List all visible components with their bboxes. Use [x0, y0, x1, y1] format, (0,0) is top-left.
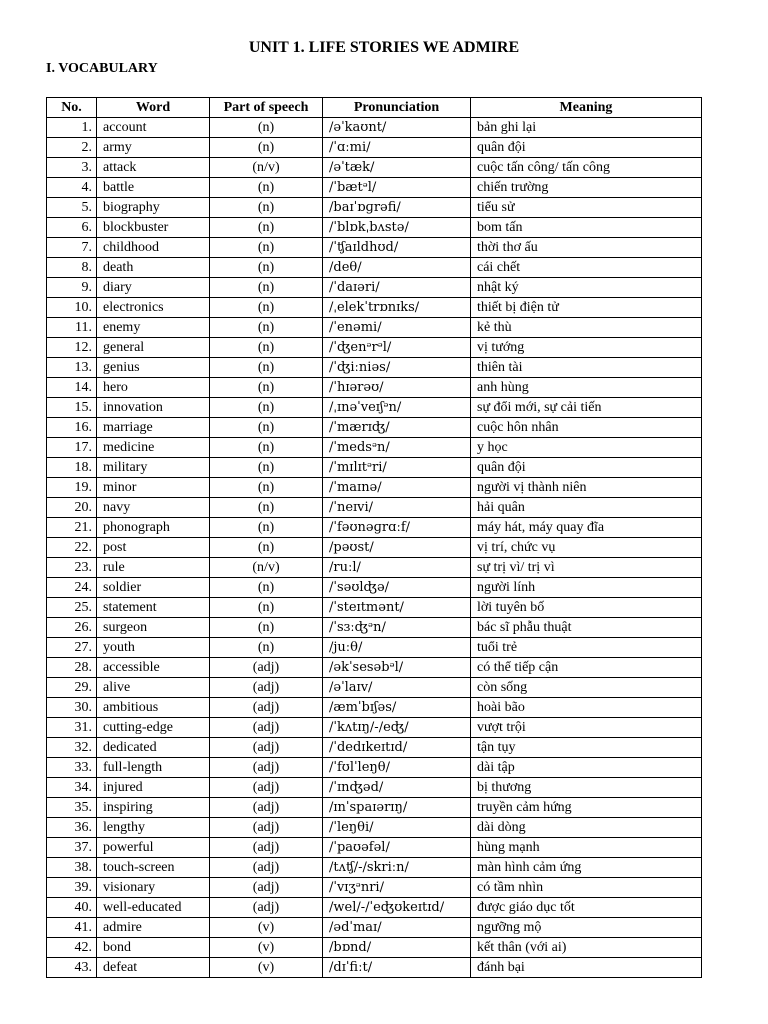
cell-pronunciation: /ˈdaɪəri/: [323, 278, 471, 298]
cell-meaning: đánh bại: [471, 958, 702, 978]
cell-no: 27.: [47, 638, 97, 658]
table-row: [47, 698, 702, 718]
cell-word: bond: [97, 938, 210, 958]
cell-pronunciation: /wel/-/ˈeʤʊkeɪtɪd/: [323, 898, 471, 918]
cell-meaning: vượt trội: [471, 718, 702, 738]
cell-meaning: có thể tiếp cận: [471, 658, 702, 678]
cell-no: 23.: [47, 558, 97, 578]
cell-pronunciation: /ˈblɒkˌbʌstə/: [323, 218, 471, 238]
table-body: [47, 118, 702, 978]
cell-meaning: bác sĩ phẫu thuật: [471, 618, 702, 638]
section-heading: I. VOCABULARY: [46, 61, 158, 76]
cell-meaning: cái chết: [471, 258, 702, 278]
cell-meaning: còn sống: [471, 678, 702, 698]
cell-meaning: màn hình cảm ứng: [471, 858, 702, 878]
cell-no: 24.: [47, 578, 97, 598]
cell-meaning: nhật ký: [471, 278, 702, 298]
cell-word: full-length: [97, 758, 210, 778]
cell-pronunciation: /ˈmærɪʤ/: [323, 418, 471, 438]
table-row: [47, 178, 702, 198]
cell-no: 42.: [47, 938, 97, 958]
cell-meaning: dài tập: [471, 758, 702, 778]
cell-part-of-speech: (n): [210, 378, 323, 398]
cell-meaning: có tầm nhìn: [471, 878, 702, 898]
cell-word: attack: [97, 158, 210, 178]
vocabulary-table: [46, 97, 702, 978]
cell-word: well-educated: [97, 898, 210, 918]
cell-word: innovation: [97, 398, 210, 418]
table-row: [47, 318, 702, 338]
cell-word: military: [97, 458, 210, 478]
cell-part-of-speech: (n): [210, 618, 323, 638]
cell-no: 31.: [47, 718, 97, 738]
cell-meaning: sự đổi mới, sự cải tiến: [471, 398, 702, 418]
cell-no: 22.: [47, 538, 97, 558]
cell-pronunciation: /ˈʤenᵊrᵊl/: [323, 338, 471, 358]
cell-no: 35.: [47, 798, 97, 818]
cell-no: 8.: [47, 258, 97, 278]
cell-part-of-speech: (n): [210, 178, 323, 198]
table-row: [47, 918, 702, 938]
table-row: [47, 438, 702, 458]
table-row: [47, 478, 702, 498]
cell-pronunciation: /ˈsteɪtmənt/: [323, 598, 471, 618]
cell-meaning: vị trí, chức vụ: [471, 538, 702, 558]
cell-word: enemy: [97, 318, 210, 338]
cell-no: 40.: [47, 898, 97, 918]
cell-word: marriage: [97, 418, 210, 438]
cell-word: phonograph: [97, 518, 210, 538]
cell-word: youth: [97, 638, 210, 658]
table-row: [47, 378, 702, 398]
cell-part-of-speech: (n): [210, 218, 323, 238]
cell-no: 17.: [47, 438, 97, 458]
cell-pronunciation: /əˈlaɪv/: [323, 678, 471, 698]
table-row: [47, 458, 702, 478]
cell-part-of-speech: (n): [210, 478, 323, 498]
cell-no: 36.: [47, 818, 97, 838]
cell-pronunciation: /ˈmedsᵊn/: [323, 438, 471, 458]
cell-part-of-speech: (n): [210, 638, 323, 658]
cell-pronunciation: /ˈneɪvi/: [323, 498, 471, 518]
header-part-of-speech: Part of speech: [210, 98, 323, 118]
cell-part-of-speech: (n): [210, 238, 323, 258]
cell-pronunciation: /ˌɪnəˈveɪʃᵊn/: [323, 398, 471, 418]
table-row: [47, 818, 702, 838]
cell-pronunciation: /əˈtæk/: [323, 158, 471, 178]
cell-no: 34.: [47, 778, 97, 798]
table-header-row: [47, 98, 702, 118]
cell-pronunciation: /ˈmaɪnə/: [323, 478, 471, 498]
table-row: [47, 858, 702, 878]
cell-meaning: hùng mạnh: [471, 838, 702, 858]
cell-no: 33.: [47, 758, 97, 778]
cell-meaning: lời tuyên bố: [471, 598, 702, 618]
cell-meaning: máy hát, máy quay đĩa: [471, 518, 702, 538]
cell-word: soldier: [97, 578, 210, 598]
cell-part-of-speech: (n): [210, 118, 323, 138]
table-row: [47, 718, 702, 738]
cell-part-of-speech: (adj): [210, 758, 323, 778]
cell-meaning: sự trị vì/ trị vì: [471, 558, 702, 578]
cell-word: alive: [97, 678, 210, 698]
cell-pronunciation: /ˈdedɪkeɪtɪd/: [323, 738, 471, 758]
cell-pronunciation: /ˈɪnʤəd/: [323, 778, 471, 798]
table-row: [47, 218, 702, 238]
table-row: [47, 778, 702, 798]
table-row: [47, 118, 702, 138]
cell-part-of-speech: (adj): [210, 718, 323, 738]
cell-word: ambitious: [97, 698, 210, 718]
cell-part-of-speech: (adj): [210, 838, 323, 858]
table-row: [47, 898, 702, 918]
cell-pronunciation: /juːθ/: [323, 638, 471, 658]
cell-meaning: tận tụy: [471, 738, 702, 758]
cell-pronunciation: /əˈkaʊnt/: [323, 118, 471, 138]
cell-no: 14.: [47, 378, 97, 398]
cell-meaning: y học: [471, 438, 702, 458]
cell-word: diary: [97, 278, 210, 298]
cell-word: post: [97, 538, 210, 558]
cell-no: 43.: [47, 958, 97, 978]
cell-meaning: được giáo dục tốt: [471, 898, 702, 918]
cell-no: 10.: [47, 298, 97, 318]
cell-word: account: [97, 118, 210, 138]
cell-part-of-speech: (adj): [210, 738, 323, 758]
cell-part-of-speech: (n): [210, 418, 323, 438]
cell-meaning: người lính: [471, 578, 702, 598]
header-pronunciation: Pronunciation: [323, 98, 471, 118]
table-row: [47, 418, 702, 438]
cell-no: 37.: [47, 838, 97, 858]
cell-word: navy: [97, 498, 210, 518]
cell-part-of-speech: (n): [210, 438, 323, 458]
cell-pronunciation: /ˈsəʊlʤə/: [323, 578, 471, 598]
header-meaning: Meaning: [471, 98, 702, 118]
cell-part-of-speech: (n): [210, 358, 323, 378]
cell-no: 39.: [47, 878, 97, 898]
cell-part-of-speech: (v): [210, 918, 323, 938]
table-row: [47, 198, 702, 218]
cell-part-of-speech: (n): [210, 538, 323, 558]
cell-meaning: bị thương: [471, 778, 702, 798]
cell-part-of-speech: (adj): [210, 898, 323, 918]
cell-pronunciation: /ˈʤiːniəs/: [323, 358, 471, 378]
cell-pronunciation: /ˈbætᵊl/: [323, 178, 471, 198]
cell-pronunciation: /ˈenəmi/: [323, 318, 471, 338]
cell-no: 1.: [47, 118, 97, 138]
cell-meaning: ngưỡng mộ: [471, 918, 702, 938]
cell-meaning: kẻ thù: [471, 318, 702, 338]
cell-meaning: cuộc tấn công/ tấn công: [471, 158, 702, 178]
table-row: [47, 258, 702, 278]
cell-no: 12.: [47, 338, 97, 358]
table-row: [47, 678, 702, 698]
cell-meaning: quân đội: [471, 138, 702, 158]
table-row: [47, 338, 702, 358]
cell-part-of-speech: (n/v): [210, 158, 323, 178]
cell-pronunciation: /ɪnˈspaɪərɪŋ/: [323, 798, 471, 818]
cell-word: medicine: [97, 438, 210, 458]
cell-no: 21.: [47, 518, 97, 538]
table-row: [47, 138, 702, 158]
cell-pronunciation: /ˈvɪʒᵊnri/: [323, 878, 471, 898]
cell-no: 38.: [47, 858, 97, 878]
table-row: [47, 798, 702, 818]
cell-word: rule: [97, 558, 210, 578]
cell-word: visionary: [97, 878, 210, 898]
cell-part-of-speech: (n): [210, 138, 323, 158]
cell-part-of-speech: (adj): [210, 818, 323, 838]
cell-word: touch-screen: [97, 858, 210, 878]
cell-word: biography: [97, 198, 210, 218]
cell-word: minor: [97, 478, 210, 498]
cell-meaning: anh hùng: [471, 378, 702, 398]
cell-word: battle: [97, 178, 210, 198]
cell-pronunciation: /ˈmɪlɪtᵊri/: [323, 458, 471, 478]
table-row: [47, 238, 702, 258]
cell-meaning: quân đội: [471, 458, 702, 478]
cell-word: dedicated: [97, 738, 210, 758]
cell-part-of-speech: (adj): [210, 778, 323, 798]
cell-word: surgeon: [97, 618, 210, 638]
cell-word: blockbuster: [97, 218, 210, 238]
cell-part-of-speech: (n): [210, 518, 323, 538]
cell-meaning: thiên tài: [471, 358, 702, 378]
cell-word: lengthy: [97, 818, 210, 838]
cell-word: admire: [97, 918, 210, 938]
cell-part-of-speech: (n): [210, 338, 323, 358]
cell-word: powerful: [97, 838, 210, 858]
table-row: [47, 878, 702, 898]
cell-part-of-speech: (n): [210, 198, 323, 218]
table-row: [47, 538, 702, 558]
cell-part-of-speech: (v): [210, 938, 323, 958]
table-row: [47, 658, 702, 678]
cell-pronunciation: /ruːl/: [323, 558, 471, 578]
cell-pronunciation: /ˈʧaɪldhʊd/: [323, 238, 471, 258]
cell-part-of-speech: (adj): [210, 858, 323, 878]
cell-meaning: cuộc hôn nhân: [471, 418, 702, 438]
cell-part-of-speech: (adj): [210, 698, 323, 718]
cell-no: 19.: [47, 478, 97, 498]
cell-part-of-speech: (adj): [210, 798, 323, 818]
cell-pronunciation: /tʌʧ/-/skriːn/: [323, 858, 471, 878]
cell-meaning: kết thân (với ai): [471, 938, 702, 958]
cell-no: 11.: [47, 318, 97, 338]
cell-word: army: [97, 138, 210, 158]
table-row: [47, 938, 702, 958]
cell-no: 25.: [47, 598, 97, 618]
cell-meaning: bản ghi lại: [471, 118, 702, 138]
cell-part-of-speech: (n): [210, 258, 323, 278]
table-row: [47, 298, 702, 318]
cell-meaning: chiến trường: [471, 178, 702, 198]
header-no: No.: [47, 98, 97, 118]
cell-part-of-speech: (n/v): [210, 558, 323, 578]
cell-pronunciation: /ˈkʌtɪŋ/-/eʤ/: [323, 718, 471, 738]
cell-pronunciation: /deθ/: [323, 258, 471, 278]
cell-no: 13.: [47, 358, 97, 378]
table-row: [47, 578, 702, 598]
cell-pronunciation: /əkˈsesəbᵊl/: [323, 658, 471, 678]
cell-meaning: thời thơ ấu: [471, 238, 702, 258]
cell-word: genius: [97, 358, 210, 378]
cell-no: 16.: [47, 418, 97, 438]
cell-pronunciation: /ˈfəʊnəɡrɑːf/: [323, 518, 471, 538]
cell-pronunciation: /pəʊst/: [323, 538, 471, 558]
cell-part-of-speech: (adj): [210, 678, 323, 698]
cell-part-of-speech: (n): [210, 498, 323, 518]
cell-pronunciation: /ˈsɜːʤᵊn/: [323, 618, 471, 638]
cell-pronunciation: /æmˈbɪʃəs/: [323, 698, 471, 718]
cell-no: 15.: [47, 398, 97, 418]
cell-part-of-speech: (n): [210, 598, 323, 618]
cell-word: inspiring: [97, 798, 210, 818]
table-row: [47, 738, 702, 758]
table-row: [47, 358, 702, 378]
page-title: UNIT 1. LIFE STORIES WE ADMIRE: [248, 39, 520, 56]
table-row: [47, 598, 702, 618]
cell-part-of-speech: (n): [210, 318, 323, 338]
cell-meaning: truyền cảm hứng: [471, 798, 702, 818]
cell-no: 29.: [47, 678, 97, 698]
cell-no: 30.: [47, 698, 97, 718]
cell-part-of-speech: (adj): [210, 878, 323, 898]
cell-meaning: người vị thành niên: [471, 478, 702, 498]
cell-no: 6.: [47, 218, 97, 238]
table-row: [47, 838, 702, 858]
cell-no: 7.: [47, 238, 97, 258]
cell-word: statement: [97, 598, 210, 618]
table-row: [47, 558, 702, 578]
cell-meaning: tuổi trẻ: [471, 638, 702, 658]
cell-word: childhood: [97, 238, 210, 258]
cell-part-of-speech: (n): [210, 458, 323, 478]
cell-word: hero: [97, 378, 210, 398]
cell-pronunciation: /dɪˈfiːt/: [323, 958, 471, 978]
cell-meaning: bom tấn: [471, 218, 702, 238]
cell-pronunciation: /ədˈmaɪ/: [323, 918, 471, 938]
cell-meaning: thiết bị điện tử: [471, 298, 702, 318]
cell-word: cutting-edge: [97, 718, 210, 738]
cell-word: accessible: [97, 658, 210, 678]
cell-pronunciation: /ˈpaʊəfəl/: [323, 838, 471, 858]
cell-word: death: [97, 258, 210, 278]
cell-pronunciation: /ˌelekˈtrɒnɪks/: [323, 298, 471, 318]
cell-pronunciation: /ˈɑːmi/: [323, 138, 471, 158]
cell-pronunciation: /bɒnd/: [323, 938, 471, 958]
cell-no: 5.: [47, 198, 97, 218]
header-word: Word: [97, 98, 210, 118]
cell-part-of-speech: (n): [210, 398, 323, 418]
cell-no: 3.: [47, 158, 97, 178]
table-row: [47, 398, 702, 418]
table-row: [47, 518, 702, 538]
table-row: [47, 498, 702, 518]
cell-word: injured: [97, 778, 210, 798]
cell-word: electronics: [97, 298, 210, 318]
table-row: [47, 958, 702, 978]
cell-pronunciation: /ˈhɪərəʊ/: [323, 378, 471, 398]
cell-no: 32.: [47, 738, 97, 758]
cell-pronunciation: /ˈfʊlˈleŋθ/: [323, 758, 471, 778]
cell-word: defeat: [97, 958, 210, 978]
cell-no: 4.: [47, 178, 97, 198]
cell-no: 18.: [47, 458, 97, 478]
cell-part-of-speech: (adj): [210, 658, 323, 678]
cell-part-of-speech: (n): [210, 298, 323, 318]
table-row: [47, 618, 702, 638]
cell-pronunciation: /baɪˈɒɡrəfi/: [323, 198, 471, 218]
table-row: [47, 278, 702, 298]
cell-meaning: dài dòng: [471, 818, 702, 838]
cell-no: 20.: [47, 498, 97, 518]
cell-pronunciation: /ˈleŋθi/: [323, 818, 471, 838]
cell-meaning: vị tướng: [471, 338, 702, 358]
cell-no: 41.: [47, 918, 97, 938]
cell-meaning: tiểu sử: [471, 198, 702, 218]
table-row: [47, 158, 702, 178]
cell-no: 2.: [47, 138, 97, 158]
cell-no: 28.: [47, 658, 97, 678]
table-row: [47, 638, 702, 658]
cell-part-of-speech: (n): [210, 278, 323, 298]
cell-meaning: hoài bão: [471, 698, 702, 718]
cell-no: 9.: [47, 278, 97, 298]
table-row: [47, 758, 702, 778]
cell-no: 26.: [47, 618, 97, 638]
cell-part-of-speech: (v): [210, 958, 323, 978]
cell-meaning: hải quân: [471, 498, 702, 518]
cell-part-of-speech: (n): [210, 578, 323, 598]
cell-word: general: [97, 338, 210, 358]
